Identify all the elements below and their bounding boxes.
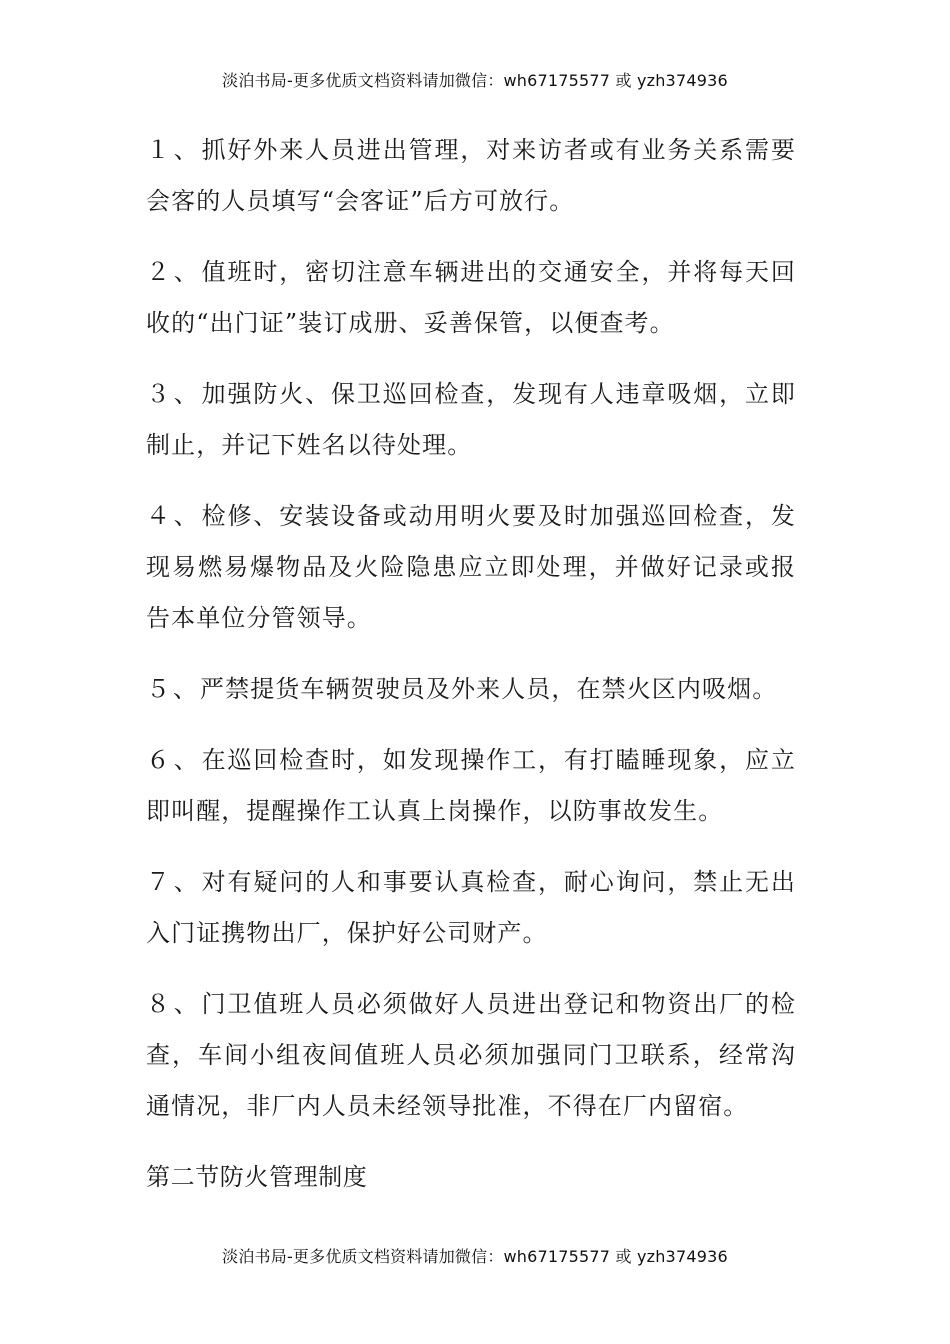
- rule-text: 对有疑问的人和事要认真检查，耐心询问，禁止无出入门证携物出厂，保护好公司财产。: [146, 868, 796, 947]
- rule-item-7: [146, 857, 796, 959]
- rule-number: ５、: [146, 675, 200, 703]
- rule-number: ３、: [146, 380, 202, 408]
- rule-number: １、: [146, 136, 202, 164]
- rule-item-5: [146, 664, 796, 715]
- rule-number: ７、: [146, 868, 202, 896]
- document-body: [146, 125, 796, 1203]
- rule-item-1: [146, 125, 796, 227]
- rule-text: 加强防火、保卫巡回检查，发现有人违章吸烟，立即制止，并记下姓名以待处理。: [146, 380, 796, 459]
- rule-text: 抓好外来人员进出管理，对来访者或有业务关系需要会客的人员填写“会客证”后方可放行。: [146, 136, 796, 215]
- rule-number: ８、: [146, 990, 202, 1018]
- section-title: 第二节防火管理制度: [146, 1163, 368, 1191]
- rule-number: ６、: [146, 746, 202, 774]
- rule-item-6: [146, 735, 796, 837]
- rule-text: 在巡回检查时，如发现操作工，有打瞌睡现象，应立即叫醒，提醒操作工认真上岗操作，以防事故发生。: [146, 746, 796, 825]
- rule-item-4: [146, 491, 796, 644]
- header-watermark: 淡泊书局-更多优质文档资料请加微信：wh67175577 或 yzh374936: [222, 71, 728, 90]
- rule-item-8: [146, 979, 796, 1132]
- rule-text: 门卫值班人员必须做好人员进出登记和物资出厂的检查，车间小组夜间值班人员必须加强同门卫联系，经常沟通情况，非厂内人员未经领导批准，不得在厂内留宿。: [146, 990, 796, 1120]
- rule-item-3: [146, 369, 796, 471]
- rule-text: 值班时，密切注意车辆进出的交通安全，并将每天回收的“出门证”装订成册、妥善保管，以便查考。: [146, 258, 796, 337]
- rule-number: ２、: [146, 258, 202, 286]
- rule-text: 检修、安装设备或动用明火要及时加强巡回检查，发现易燃易爆物品及火险隐患应立即处理，并做好记录或报告本单位分管领导。: [146, 502, 796, 632]
- footer-watermark: 淡泊书局-更多优质文档资料请加微信：wh67175577 或 yzh374936: [222, 1247, 728, 1266]
- rule-item-2: [146, 247, 796, 349]
- rule-number: ４、: [146, 502, 202, 530]
- rule-text: 严禁提货车辆贺驶员及外来人员，在禁火区内吸烟。: [200, 675, 778, 703]
